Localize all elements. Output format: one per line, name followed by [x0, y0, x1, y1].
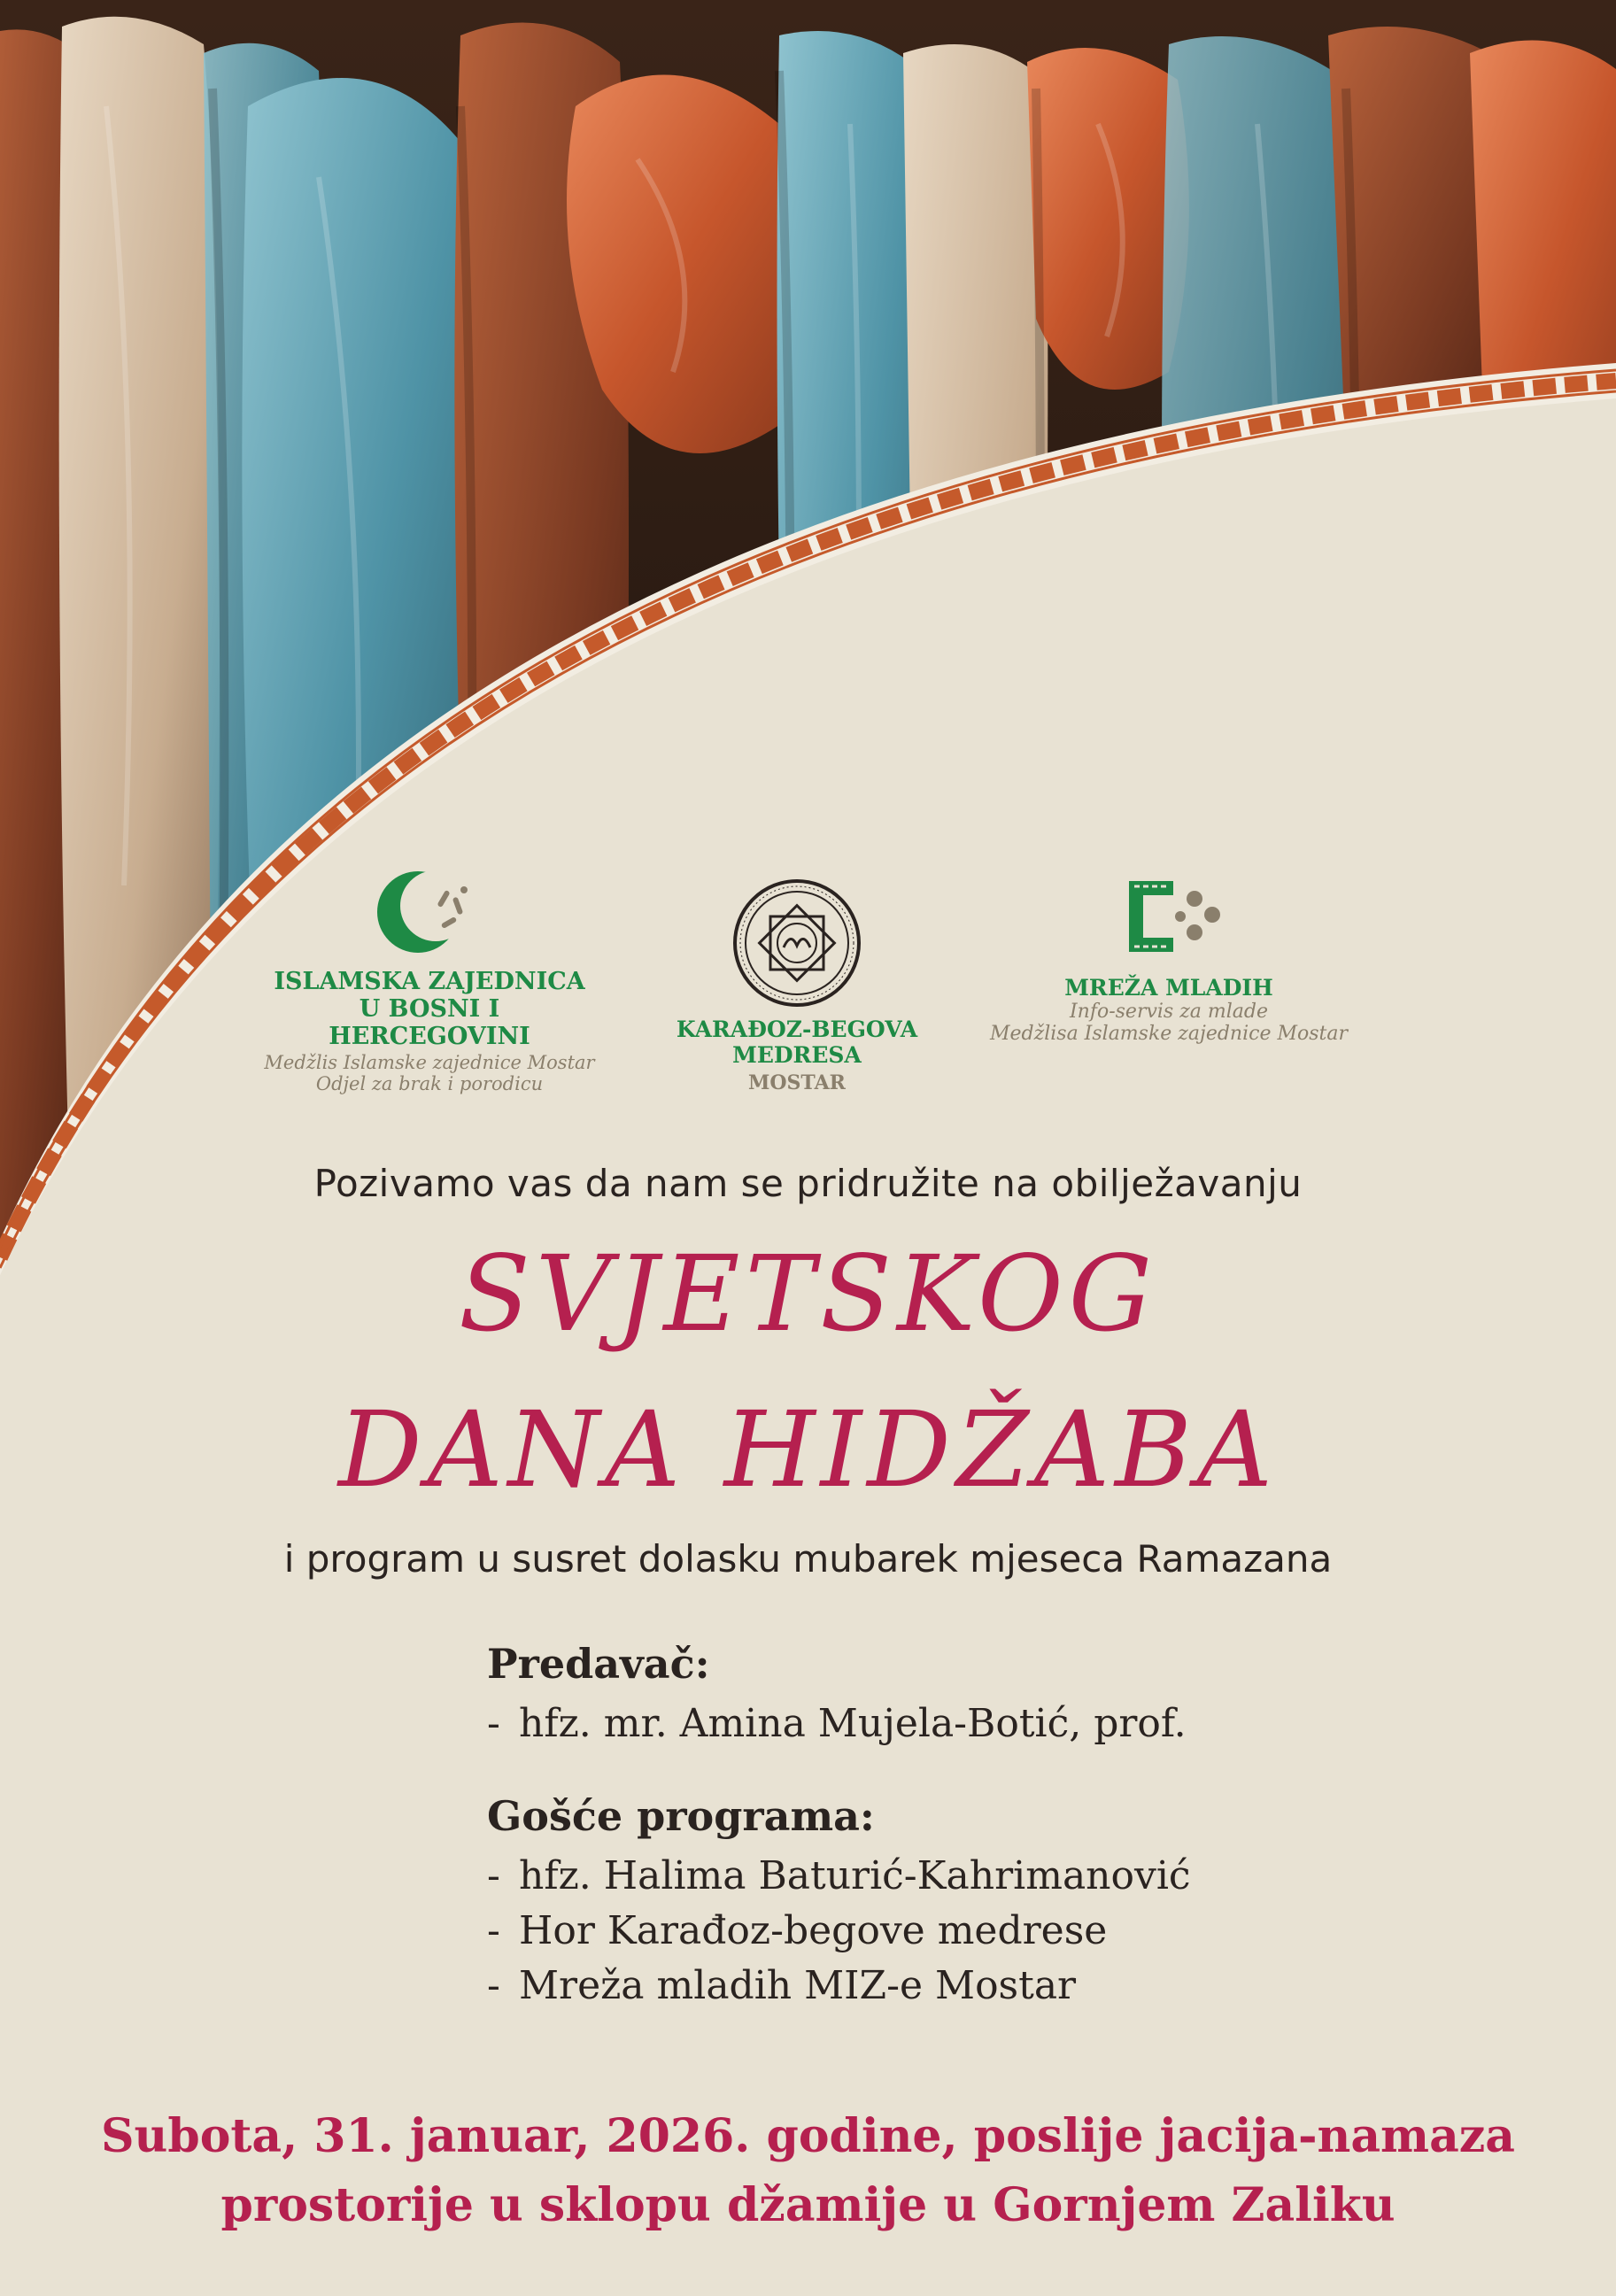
guest-item: - Mreža mladih MIZ-e Mostar	[487, 1963, 1077, 2008]
logo-medresa	[620, 877, 974, 1094]
logo-2-title-line2: MOSTAR	[748, 1071, 846, 1094]
guest-name-2: Hor Karađoz-begove medrese	[519, 1908, 1108, 1953]
logo-1-title-line1: ISLAMSKA ZAJEDNICA	[274, 968, 585, 995]
guest-item: - hfz. Halima Baturić-Kahrimanović	[487, 1853, 1191, 1898]
program-section	[487, 1640, 1461, 2014]
guest-item: - Hor Karađoz-begove medrese	[487, 1908, 1108, 1953]
guests-heading: Gošće programa:	[487, 1792, 875, 1840]
logo-3-title-line1: MREŽA MLADIH	[1064, 975, 1273, 1001]
logo-1-sub-line1: Medžlis Islamske zajednice Mostar	[264, 1052, 595, 1073]
medresa-seal-icon	[731, 877, 863, 1009]
invitation-text: Pozivamo vas da nam se pridružite na obilježavanju	[313, 1162, 1303, 1205]
subtitle: i program u susret dolasku mubarek mjeseca Ramazana	[283, 1537, 1333, 1581]
event-date-time: Subota, 31. januar, 2026. godine, poslije jacija-namaza	[101, 2109, 1515, 2163]
logo-mreza-mladih	[983, 863, 1355, 1045]
network-logo-icon	[1102, 863, 1235, 970]
logo-3-sub-line2: Medžlisa Islamske zajednice Mostar	[989, 1023, 1349, 1045]
event-location: prostorije u sklopu džamije u Gornjem Zaliku	[220, 2178, 1396, 2232]
lecturer-item: - hfz. mr. Amina Mujela-Botić, prof.	[487, 1701, 1187, 1746]
lecturer-name: hfz. mr. Amina Mujela-Botić, prof.	[519, 1701, 1187, 1746]
logo-2-title-line1: KARAĐOZ-BEGOVA MEDRESA	[676, 1017, 918, 1068]
title-line-2: DANA HIDŽABA	[337, 1388, 1279, 1511]
logo-islamska-zajednica	[257, 863, 602, 1094]
guest-name-3: Mreža mladih MIZ-e Mostar	[519, 1963, 1077, 2008]
lecturer-heading: Predavač:	[487, 1640, 710, 1688]
logo-1-sub-line2: Odjel za brak i porodicu	[315, 1073, 544, 1094]
logo-1-title-line2: U BOSNI I HERCEGOVINI	[329, 995, 530, 1050]
crescent-star-icon	[372, 863, 487, 961]
logo-3-sub-line1: Info-servis za mlade	[1069, 1001, 1269, 1023]
guest-name-1: hfz. Halima Baturić-Kahrimanović	[519, 1853, 1191, 1898]
title-line-1: SVJETSKOG	[458, 1233, 1158, 1355]
